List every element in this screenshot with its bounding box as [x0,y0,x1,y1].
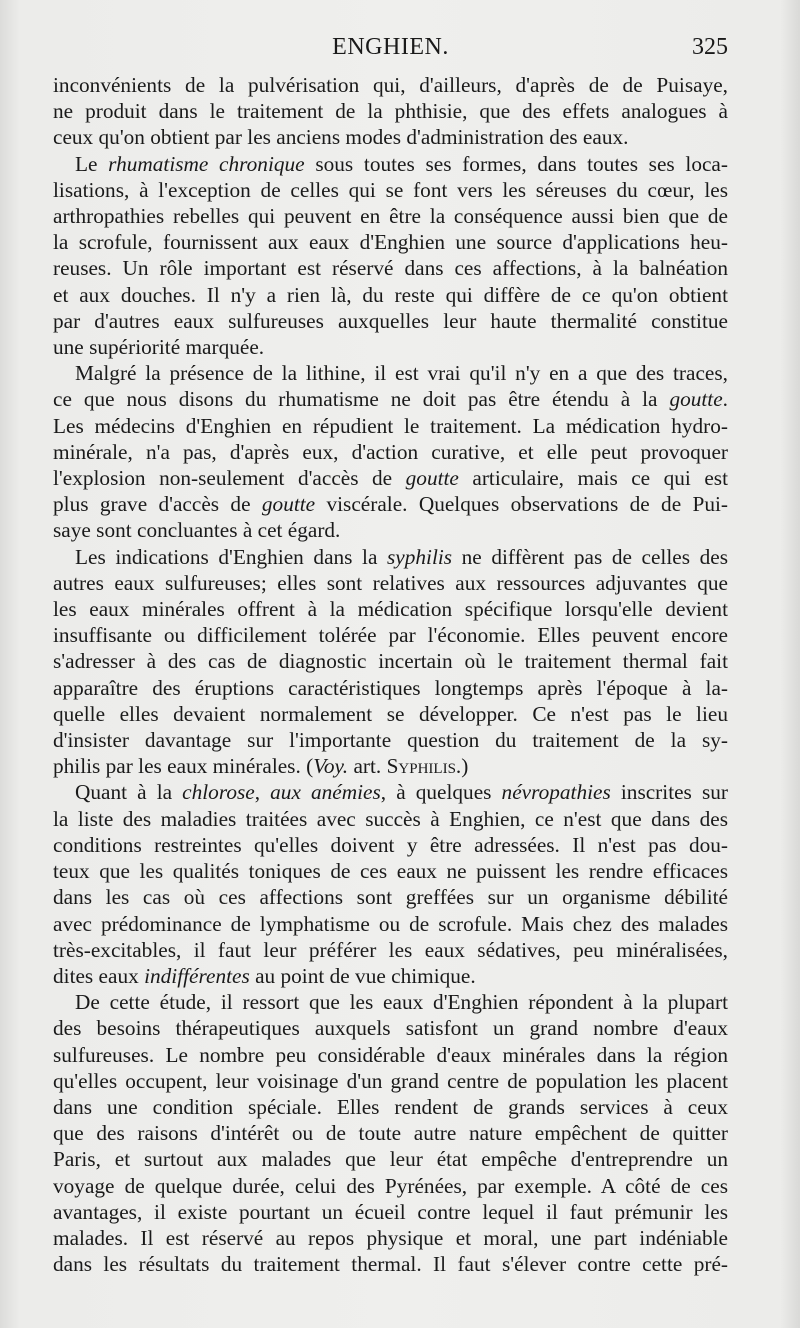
text-line: reuses. Un rôle important est réservé dans ces affections, à la balnéation [53,256,728,281]
emphasis-text: chlorose [182,780,255,805]
text-line: qu'elles occupent, leur voisinage d'un grand centre de population les placent [53,1068,728,1093]
text-line: lisations, à l'exception de celles qui se font vers les séreuses du cœur, les [53,177,728,202]
text-line: la liste des maladies traitées avec succès à Enghien, ce n'est que dans des [53,806,728,831]
text-line: ce que nous disons du rhumatisme ne doit pas être étendu à la goutte. [53,387,728,412]
text-line: dans les résultats du traitement thermal. Il faut s'élever contre cette pré- [53,1252,728,1277]
text-line: conditions restreintes qu'elles doivent y être adressées. Il n'est pas dou- [53,832,728,857]
body-text [53,72,728,1277]
text-line: arthropathies rebelles qui peuvent en être la conséquence aussi bien que de [53,204,728,229]
emphasis-text: Voy. [313,754,349,779]
page-number: 325 [692,34,728,60]
text-line: minérale, n'a pas, d'après eux, d'action curative, et elle peut provoquer [53,439,728,464]
text-line: la scrofule, fournissent aux eaux d'Enghien une source d'applications heu- [53,230,728,255]
text-line: voyage de quelque durée, celui des Pyrénées, par exemple. A côté de ces [53,1173,728,1198]
text-line: l'explosion non-seulement d'accès de goutte articulaire, mais ce qui est [53,466,728,491]
text-line: quelle elles devaient normalement se développer. Ce n'est pas le lieu [53,701,728,726]
text-line: dans les cas où ces affections sont greffées sur un organisme débilité [53,885,728,910]
text-line: par d'autres eaux sulfureuses auxquelles leur haute thermalité constitue [53,308,728,333]
page-header [53,34,728,64]
emphasis-text: Syphilis [386,754,456,779]
text-line: ne produit dans le traitement de la phthisie, que des effets analogues à [53,99,728,124]
text-line: des besoins thérapeutiques auxquels satisfont un grand nombre d'eaux [53,1016,728,1041]
text-line: Quant à la chlorose, aux anémies, à quelques névropathies inscrites sur [75,780,728,805]
text-line: plus grave d'accès de goutte viscérale. Quelques observations de de Pui- [53,492,729,517]
text-line: que des raisons d'intérêt ou de toute autre nature empêchent de quitter [53,1121,728,1146]
text-line: Paris, et surtout aux malades que leur état empêche d'entreprendre un [53,1147,728,1172]
text-line: sulfureuses. Le nombre peu considérable d'eaux minérales dans la région [53,1042,728,1067]
text-line: Le rhumatisme chronique sous toutes ses formes, dans toutes ses loca- [75,151,728,176]
text-line: dites eaux indifférentes au point de vue chimique. [53,963,476,988]
emphasis-text: syphilis [387,544,453,569]
text-line: Les médecins d'Enghien en répudient le traitement. La médication hydro- [53,413,728,438]
emphasis-text: goutte [261,492,316,517]
text-line: De cette étude, il ressort que les eaux d'Enghien répondent à la plupart [75,990,728,1015]
text-line: les eaux minérales offrent à la médication spécifique lorsqu'elle devient [53,597,728,622]
text-line: inconvénients de la pulvérisation qui, d'ailleurs, d'après de de Puisaye, [53,73,728,97]
text-line: Malgré la présence de la lithine, il est vrai qu'il n'y en a que des traces, [75,361,728,386]
emphasis-text: goutte [405,466,459,491]
emphasis-text: rhumatisme chronique [108,151,305,176]
text-line: et aux douches. Il n'y a rien là, du reste qui diffère de ce qu'on obtient [53,282,728,307]
text-line: d'insister davantage sur l'importante question du traitement de la sy- [53,728,728,753]
text-line: insuffisante ou difficilement tolérée par l'économie. Elles peuvent encore [53,623,728,648]
text-line: avec prédominance de lymphatisme ou de scrofule. Mais chez des malades [53,911,728,936]
text-line: très-excitables, il faut leur préférer les eaux sédatives, peu minéralisées, [53,937,728,962]
text-line: autres eaux sulfureuses; elles sont relatives aux ressources adjuvantes que [53,570,728,595]
text-line: teux que les qualités toniques de ces eaux ne puissent les rendre efficaces [53,859,728,884]
text-line: apparaître des éruptions caractéristiques longtemps après l'époque à la- [53,675,728,700]
text-line: malades. Il est réservé au repos physique et moral, une part indéniable [53,1225,728,1250]
running-title: ENGHIEN. [332,34,449,60]
text-line: saye sont concluantes à cet égard. [53,518,341,543]
text-line: philis par les eaux minérales. (Voy. art. Syphilis.) [53,754,469,779]
emphasis-text: névropathies [501,780,611,805]
emphasis-text: indifférentes [144,963,250,988]
emphasis-text: aux anémies [270,780,381,805]
text-line: une supériorité marquée. [53,335,265,360]
text-line: ceux qu'on obtient par les anciens modes d'administration des eaux. [53,125,629,150]
text-line: avantages, il existe pourtant un écueil contre lequel il faut prémunir les [53,1199,728,1224]
text-line: dans une condition spéciale. Elles rendent de grands services à ceux [53,1094,728,1119]
text-line: Les indications d'Enghien dans la syphilis ne diffèrent pas de celles des [75,544,728,569]
text-line: s'adresser à des cas de diagnostic incertain où le traitement thermal fait [53,649,728,674]
emphasis-text: goutte [669,387,723,412]
